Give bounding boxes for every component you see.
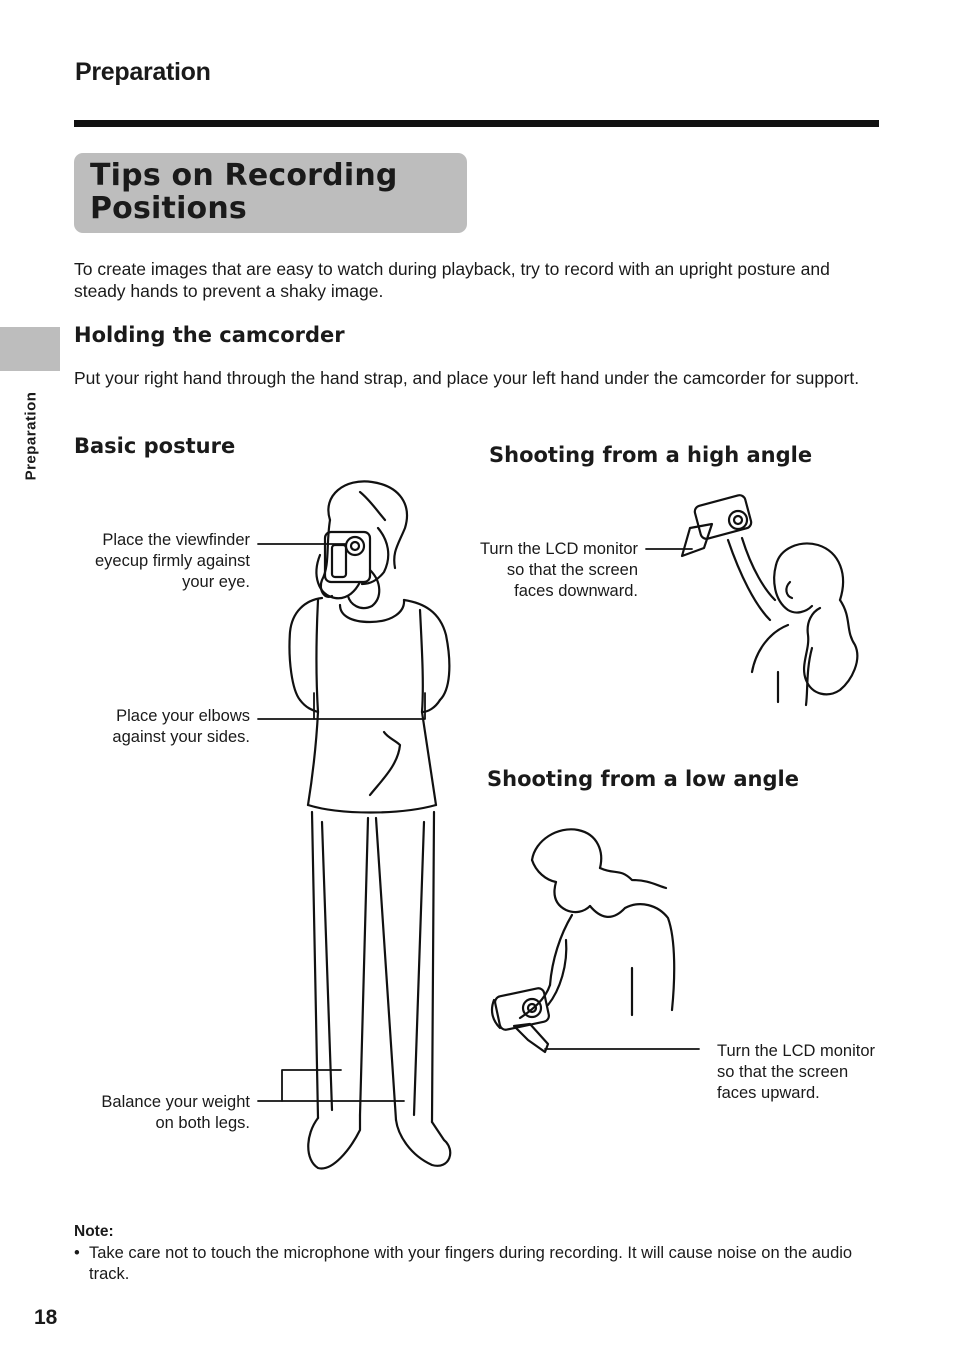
low-angle-heading: Shooting from a low angle: [487, 767, 799, 791]
section-header: Preparation: [75, 58, 211, 86]
page-title: Tips on Recording Positions: [90, 158, 398, 226]
high-angle-figure-illustration: [682, 494, 857, 705]
basic-posture-heading: Basic posture: [74, 434, 236, 458]
intro-paragraph: To create images that are easy to watch during playback, try to record with an upright posture and steady hands to prevent a shaky image.: [74, 259, 830, 301]
callout-high-angle: Turn the LCD monitor so that the screen faces downward.: [479, 540, 638, 600]
note-item-text: Take care not to touch the microphone with your fingers during recording. It will cause noise on the audio track.: [89, 1244, 853, 1283]
basic-posture-leader-lines: [258, 544, 425, 1101]
side-tab-label: Preparation: [22, 391, 40, 481]
page-number: 18: [34, 1306, 58, 1329]
holding-paragraph: Put your right hand through the hand strap, and place your left hand under the camcorder for support.: [74, 368, 860, 388]
callout-balance: Balance your weight on both legs.: [101, 1093, 250, 1132]
callout-viewfinder: Place the viewfinder eyecup firmly against your eye.: [95, 531, 250, 591]
standing-figure-illustration: [289, 481, 450, 1168]
low-angle-figure-illustration: [492, 829, 674, 1052]
note-label: Note:: [74, 1223, 114, 1240]
holding-heading: Holding the camcorder: [74, 323, 345, 347]
high-angle-heading: Shooting from a high angle: [489, 443, 813, 467]
callout-elbows: Place your elbows against your sides.: [112, 707, 250, 746]
callout-low-angle: Turn the LCD monitor so that the screen faces upward.: [717, 1042, 876, 1102]
note-item: • Take care not to touch the microphone with your fingers during recording. It will cause noise on the audio track.: [74, 1243, 884, 1285]
